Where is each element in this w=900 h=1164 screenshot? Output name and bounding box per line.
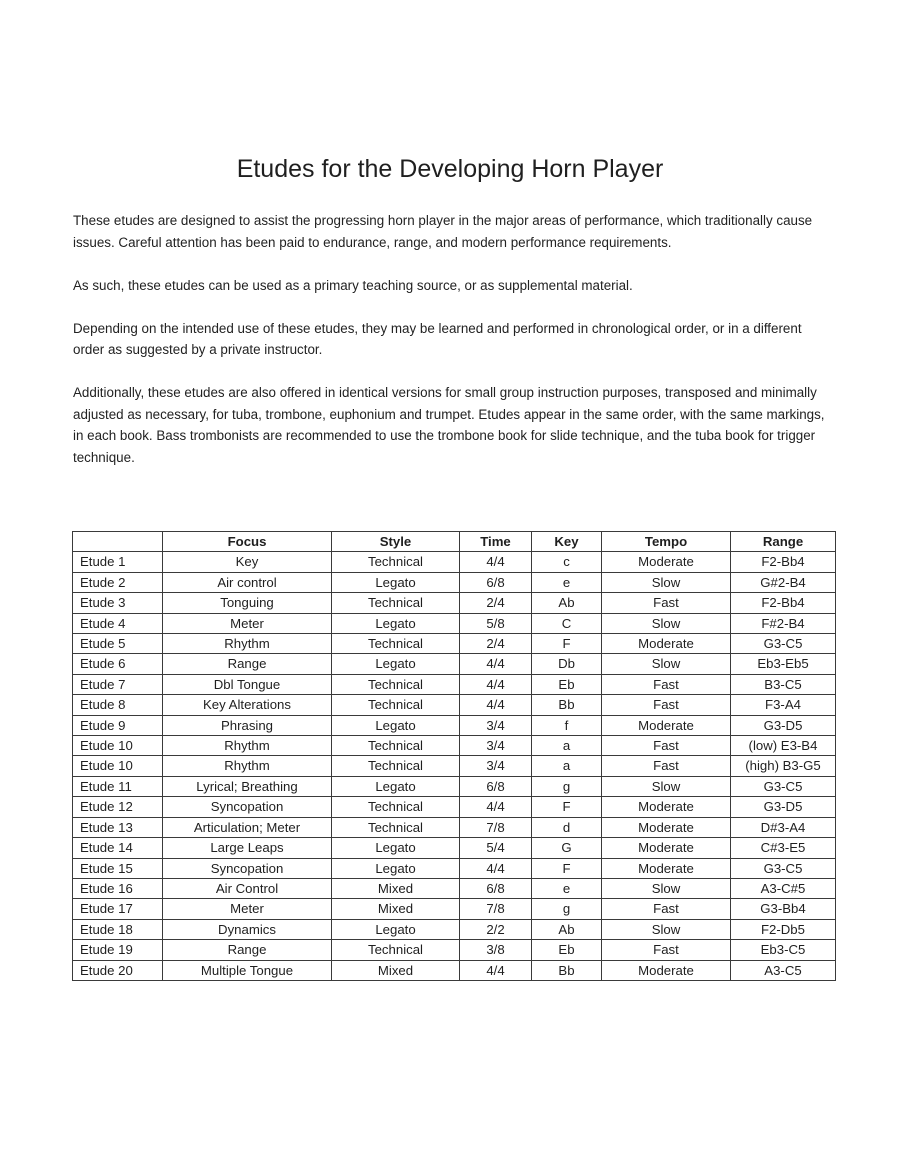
key-cell: Eb xyxy=(532,940,602,960)
range-cell: F#2-B4 xyxy=(731,613,836,633)
header-etude xyxy=(73,532,163,552)
intro-paragraph: Depending on the intended use of these etudes, they may be learned and performed in chronological order, or in a different order as suggested by a private instructor. xyxy=(73,320,802,357)
header-tempo: Tempo xyxy=(602,532,731,552)
range-cell: G3-C5 xyxy=(731,634,836,654)
tempo-cell: Moderate xyxy=(602,552,731,572)
tempo-cell: Slow xyxy=(602,613,731,633)
tempo-cell: Moderate xyxy=(602,858,731,878)
table-row xyxy=(73,756,836,776)
intro-paragraph: Additionally, these etudes are also offered in identical versions for small group instruction purposes, transposed and minimally adjusted as necessary, for tuba, trombone, euphonium and trumpet. Etudes appear in the same order, with the same markings, in each book. Bass trombonists are recommended to use the trombone book for slide technique, and the tuba book for trigger technique. xyxy=(73,385,825,465)
style-cell: Technical xyxy=(332,940,460,960)
tempo-cell: Moderate xyxy=(602,960,731,980)
focus-cell: Rhythm xyxy=(163,634,332,654)
tempo-cell: Slow xyxy=(602,919,731,939)
time-cell: 5/8 xyxy=(460,613,532,633)
range-cell: F3-A4 xyxy=(731,695,836,715)
etude-name-cell: Etude 10 xyxy=(73,756,163,776)
table-row xyxy=(73,919,836,939)
tempo-cell: Moderate xyxy=(602,817,731,837)
table-row xyxy=(73,654,836,674)
etude-name-cell: Etude 17 xyxy=(73,899,163,919)
range-cell: (high) B3-G5 xyxy=(731,756,836,776)
focus-cell: Dynamics xyxy=(163,919,332,939)
key-cell: e xyxy=(532,878,602,898)
time-cell: 4/4 xyxy=(460,654,532,674)
style-cell: Legato xyxy=(332,858,460,878)
time-cell: 4/4 xyxy=(460,797,532,817)
table-row xyxy=(73,817,836,837)
range-cell: A3-C#5 xyxy=(731,878,836,898)
style-cell: Technical xyxy=(332,695,460,715)
page-title: Etudes for the Developing Horn Player xyxy=(236,155,664,183)
focus-cell: Tonguing xyxy=(163,593,332,613)
range-cell: G3-D5 xyxy=(731,797,836,817)
focus-cell: Rhythm xyxy=(163,756,332,776)
key-cell: Ab xyxy=(532,919,602,939)
tempo-cell: Slow xyxy=(602,572,731,592)
tempo-cell: Fast xyxy=(602,756,731,776)
time-cell: 7/8 xyxy=(460,899,532,919)
table-row xyxy=(73,878,836,898)
style-cell: Mixed xyxy=(332,878,460,898)
table-row xyxy=(73,613,836,633)
header-time: Time xyxy=(460,532,532,552)
style-cell: Technical xyxy=(332,552,460,572)
table-row xyxy=(73,593,836,613)
style-cell: Technical xyxy=(332,756,460,776)
tempo-cell: Fast xyxy=(602,940,731,960)
range-cell: F2-Bb4 xyxy=(731,593,836,613)
range-cell: G3-Bb4 xyxy=(731,899,836,919)
time-cell: 3/4 xyxy=(460,736,532,756)
etude-name-cell: Etude 5 xyxy=(73,634,163,654)
key-cell: c xyxy=(532,552,602,572)
key-cell: Eb xyxy=(532,674,602,694)
style-cell: Legato xyxy=(332,919,460,939)
style-cell: Technical xyxy=(332,817,460,837)
tempo-cell: Moderate xyxy=(602,797,731,817)
key-cell: a xyxy=(532,756,602,776)
table-row xyxy=(73,960,836,980)
etude-name-cell: Etude 9 xyxy=(73,715,163,735)
range-cell: F2-Db5 xyxy=(731,919,836,939)
table-row xyxy=(73,858,836,878)
time-cell: 7/8 xyxy=(460,817,532,837)
focus-cell: Key xyxy=(163,552,332,572)
range-cell: G3-D5 xyxy=(731,715,836,735)
time-cell: 2/2 xyxy=(460,919,532,939)
range-cell: G3-C5 xyxy=(731,776,836,796)
range-cell: F2-Bb4 xyxy=(731,552,836,572)
etude-name-cell: Etude 10 xyxy=(73,736,163,756)
key-cell: Bb xyxy=(532,695,602,715)
etude-name-cell: Etude 6 xyxy=(73,654,163,674)
tempo-cell: Fast xyxy=(602,593,731,613)
focus-cell: Large Leaps xyxy=(163,838,332,858)
table-row xyxy=(73,838,836,858)
range-cell: Eb3-Eb5 xyxy=(731,654,836,674)
time-cell: 4/4 xyxy=(460,960,532,980)
style-cell: Legato xyxy=(332,776,460,796)
table-row xyxy=(73,695,836,715)
key-cell: a xyxy=(532,736,602,756)
style-cell: Mixed xyxy=(332,899,460,919)
key-cell: Ab xyxy=(532,593,602,613)
etude-name-cell: Etude 8 xyxy=(73,695,163,715)
intro-paragraph: As such, these etudes can be used as a primary teaching source, or as supplemental material. xyxy=(73,277,633,293)
time-cell: 4/4 xyxy=(460,674,532,694)
table-row xyxy=(73,634,836,654)
range-cell: G#2-B4 xyxy=(731,572,836,592)
focus-cell: Meter xyxy=(163,613,332,633)
focus-cell: Air Control xyxy=(163,878,332,898)
etude-name-cell: Etude 20 xyxy=(73,960,163,980)
time-cell: 2/4 xyxy=(460,593,532,613)
table-row xyxy=(73,940,836,960)
etude-name-cell: Etude 2 xyxy=(73,572,163,592)
etude-name-cell: Etude 14 xyxy=(73,838,163,858)
time-cell: 2/4 xyxy=(460,634,532,654)
time-cell: 3/8 xyxy=(460,940,532,960)
style-cell: Legato xyxy=(332,613,460,633)
time-cell: 6/8 xyxy=(460,878,532,898)
focus-cell: Phrasing xyxy=(163,715,332,735)
focus-cell: Lyrical; Breathing xyxy=(163,776,332,796)
tempo-cell: Fast xyxy=(602,695,731,715)
time-cell: 4/4 xyxy=(460,695,532,715)
table-body xyxy=(73,552,836,981)
time-cell: 5/4 xyxy=(460,838,532,858)
tempo-cell: Moderate xyxy=(602,634,731,654)
etude-name-cell: Etude 12 xyxy=(73,797,163,817)
tempo-cell: Slow xyxy=(602,654,731,674)
range-cell: (low) E3-B4 xyxy=(731,736,836,756)
table-row xyxy=(73,776,836,796)
style-cell: Technical xyxy=(332,634,460,654)
key-cell: g xyxy=(532,776,602,796)
key-cell: C xyxy=(532,613,602,633)
focus-cell: Key Alterations xyxy=(163,695,332,715)
tempo-cell: Moderate xyxy=(602,838,731,858)
etude-name-cell: Etude 7 xyxy=(73,674,163,694)
focus-cell: Range xyxy=(163,654,332,674)
time-cell: 6/8 xyxy=(460,572,532,592)
time-cell: 4/4 xyxy=(460,858,532,878)
key-cell: F xyxy=(532,634,602,654)
range-cell: D#3-A4 xyxy=(731,817,836,837)
style-cell: Technical xyxy=(332,593,460,613)
focus-cell: Range xyxy=(163,940,332,960)
range-cell: A3-C5 xyxy=(731,960,836,980)
key-cell: G xyxy=(532,838,602,858)
table-row xyxy=(73,736,836,756)
table-header-row xyxy=(73,532,836,552)
table-row xyxy=(73,715,836,735)
etude-name-cell: Etude 11 xyxy=(73,776,163,796)
table-row xyxy=(73,797,836,817)
intro-text xyxy=(73,210,833,490)
time-cell: 6/8 xyxy=(460,776,532,796)
intro-paragraph: These etudes are designed to assist the progressing horn player in the major areas of performance, which traditionally cause issues. Careful attention has been paid to endurance, range, and modern performance requirements. xyxy=(73,213,813,250)
header-key: Key xyxy=(532,532,602,552)
style-cell: Legato xyxy=(332,715,460,735)
style-cell: Legato xyxy=(332,654,460,674)
range-cell: Eb3-C5 xyxy=(731,940,836,960)
key-cell: e xyxy=(532,572,602,592)
etudes-table xyxy=(72,531,836,981)
tempo-cell: Fast xyxy=(602,674,731,694)
key-cell: F xyxy=(532,858,602,878)
header-range: Range xyxy=(731,532,836,552)
key-cell: F xyxy=(532,797,602,817)
etude-name-cell: Etude 1 xyxy=(73,552,163,572)
time-cell: 3/4 xyxy=(460,756,532,776)
header-focus: Focus xyxy=(163,532,332,552)
tempo-cell: Slow xyxy=(602,878,731,898)
etude-name-cell: Etude 13 xyxy=(73,817,163,837)
focus-cell: Air control xyxy=(163,572,332,592)
range-cell: C#3-E5 xyxy=(731,838,836,858)
key-cell: Db xyxy=(532,654,602,674)
etude-name-cell: Etude 19 xyxy=(73,940,163,960)
key-cell: g xyxy=(532,899,602,919)
table-row xyxy=(73,674,836,694)
etude-name-cell: Etude 3 xyxy=(73,593,163,613)
key-cell: f xyxy=(532,715,602,735)
key-cell: Bb xyxy=(532,960,602,980)
focus-cell: Dbl Tongue xyxy=(163,674,332,694)
style-cell: Legato xyxy=(332,838,460,858)
table-row xyxy=(73,552,836,572)
etude-name-cell: Etude 4 xyxy=(73,613,163,633)
style-cell: Mixed xyxy=(332,960,460,980)
focus-cell: Syncopation xyxy=(163,858,332,878)
time-cell: 3/4 xyxy=(460,715,532,735)
tempo-cell: Fast xyxy=(602,736,731,756)
focus-cell: Rhythm xyxy=(163,736,332,756)
etude-name-cell: Etude 18 xyxy=(73,919,163,939)
style-cell: Legato xyxy=(332,572,460,592)
etude-name-cell: Etude 16 xyxy=(73,878,163,898)
style-cell: Technical xyxy=(332,736,460,756)
focus-cell: Multiple Tongue xyxy=(163,960,332,980)
key-cell: d xyxy=(532,817,602,837)
range-cell: G3-C5 xyxy=(731,858,836,878)
style-cell: Technical xyxy=(332,797,460,817)
range-cell: B3-C5 xyxy=(731,674,836,694)
focus-cell: Meter xyxy=(163,899,332,919)
etude-name-cell: Etude 15 xyxy=(73,858,163,878)
header-style: Style xyxy=(332,532,460,552)
table-row xyxy=(73,572,836,592)
style-cell: Technical xyxy=(332,674,460,694)
focus-cell: Syncopation xyxy=(163,797,332,817)
tempo-cell: Fast xyxy=(602,899,731,919)
tempo-cell: Moderate xyxy=(602,715,731,735)
tempo-cell: Slow xyxy=(602,776,731,796)
time-cell: 4/4 xyxy=(460,552,532,572)
table-row xyxy=(73,899,836,919)
focus-cell: Articulation; Meter xyxy=(163,817,332,837)
